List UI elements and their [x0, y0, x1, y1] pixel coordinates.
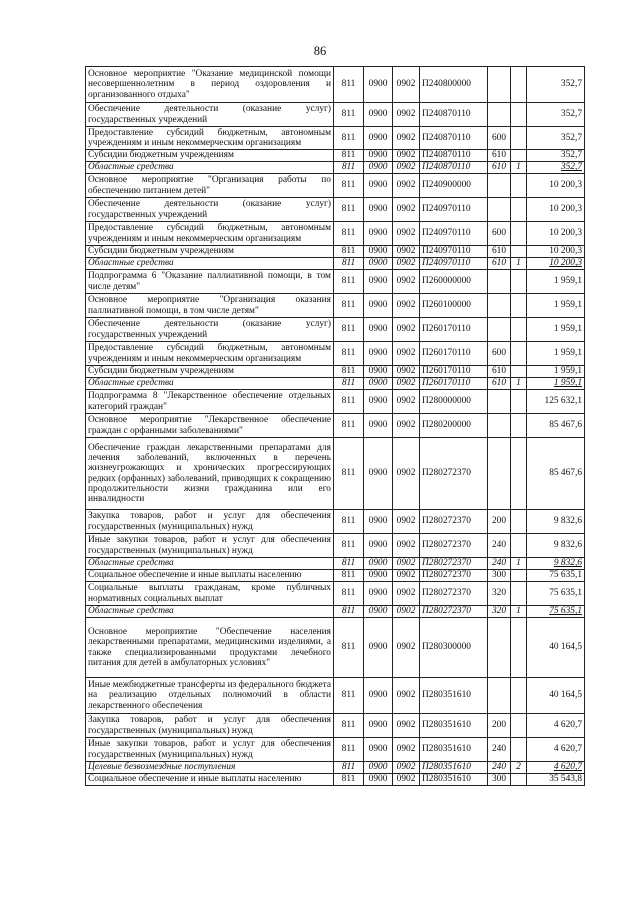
row-funding-source — [511, 678, 527, 714]
row-expense-type: 240 — [488, 738, 511, 762]
row-amount: 352,7 — [527, 162, 585, 174]
row-section-code: 0900 — [364, 738, 393, 762]
row-grbs-code: 811 — [334, 414, 364, 438]
row-funding-source — [511, 390, 527, 414]
row-expense-type: 610 — [488, 150, 511, 162]
row-target-article: П280351610 — [420, 738, 488, 762]
row-grbs-code: 811 — [334, 270, 364, 294]
row-section-code: 0900 — [364, 390, 393, 414]
row-subsection-code: 0902 — [393, 378, 420, 390]
row-grbs-code: 811 — [334, 174, 364, 198]
row-grbs-code: 811 — [334, 510, 364, 534]
row-funding-source — [511, 438, 527, 510]
row-name: Обеспечение деятельности (оказание услуг) государственных учреждений — [86, 198, 334, 222]
row-name: Обеспечение деятельности (оказание услуг) государственных учреждений — [86, 318, 334, 342]
row-funding-source: 1 — [511, 162, 527, 174]
row-subsection-code: 0902 — [393, 198, 420, 222]
row-section-code: 0900 — [364, 67, 393, 103]
table-row — [86, 678, 585, 714]
budget-table — [85, 66, 585, 786]
row-amount: 35 543,8 — [527, 774, 585, 786]
row-amount: 1 959,1 — [527, 366, 585, 378]
row-target-article: П240970110 — [420, 246, 488, 258]
table-row — [86, 366, 585, 378]
row-subsection-code: 0902 — [393, 174, 420, 198]
row-amount: 10 200,3 — [527, 198, 585, 222]
table-row — [86, 198, 585, 222]
row-funding-source — [511, 270, 527, 294]
row-subsection-code: 0902 — [393, 127, 420, 150]
row-subsection-code: 0902 — [393, 414, 420, 438]
row-expense-type: 600 — [488, 222, 511, 246]
row-section-code: 0900 — [364, 582, 393, 606]
row-section-code: 0900 — [364, 606, 393, 618]
row-grbs-code: 811 — [334, 534, 364, 558]
row-section-code: 0900 — [364, 762, 393, 774]
row-subsection-code: 0902 — [393, 366, 420, 378]
row-expense-type: 200 — [488, 714, 511, 738]
row-funding-source — [511, 246, 527, 258]
row-funding-source — [511, 103, 527, 127]
row-amount: 9 832,6 — [527, 510, 585, 534]
row-subsection-code: 0902 — [393, 318, 420, 342]
row-target-article: П280272370 — [420, 582, 488, 606]
row-funding-source — [511, 222, 527, 246]
row-section-code: 0900 — [364, 258, 393, 270]
table-row — [86, 570, 585, 582]
row-subsection-code: 0902 — [393, 103, 420, 127]
row-name: Субсидии бюджетным учреждениям — [86, 150, 334, 162]
row-target-article: П240970110 — [420, 198, 488, 222]
row-name: Основное мероприятие "Организация оказания паллиативной помощи, в том числе детям" — [86, 294, 334, 318]
row-subsection-code: 0902 — [393, 558, 420, 570]
row-target-article: П280000000 — [420, 390, 488, 414]
row-funding-source — [511, 618, 527, 678]
row-name: Предоставление субсидий бюджетным, автономным учреждениям и иным некоммерческим организациям — [86, 127, 334, 150]
row-subsection-code: 0902 — [393, 150, 420, 162]
row-funding-source: 1 — [511, 258, 527, 270]
row-subsection-code: 0902 — [393, 438, 420, 510]
row-grbs-code: 811 — [334, 606, 364, 618]
row-target-article: П260170110 — [420, 366, 488, 378]
row-name: Социальные выплаты гражданам, кроме публичных нормативных социальных выплат — [86, 582, 334, 606]
row-amount: 10 200,3 — [527, 258, 585, 270]
row-amount: 1 959,1 — [527, 318, 585, 342]
row-amount: 4 620,7 — [527, 714, 585, 738]
row-target-article: П280272370 — [420, 558, 488, 570]
row-grbs-code: 811 — [334, 558, 364, 570]
row-subsection-code: 0902 — [393, 738, 420, 762]
table-row — [86, 762, 585, 774]
row-target-article: П260170110 — [420, 378, 488, 390]
table-row — [86, 67, 585, 103]
row-expense-type — [488, 67, 511, 103]
row-grbs-code: 811 — [334, 318, 364, 342]
row-target-article: П240870110 — [420, 162, 488, 174]
row-amount: 75 635,1 — [527, 570, 585, 582]
table-row — [86, 738, 585, 762]
table-row — [86, 318, 585, 342]
row-grbs-code: 811 — [334, 582, 364, 606]
row-grbs-code: 811 — [334, 714, 364, 738]
row-amount: 352,7 — [527, 103, 585, 127]
page-number: 86 — [313, 44, 327, 58]
row-section-code: 0900 — [364, 222, 393, 246]
row-grbs-code: 811 — [334, 258, 364, 270]
row-funding-source — [511, 414, 527, 438]
table-row — [86, 294, 585, 318]
row-target-article: П280300000 — [420, 618, 488, 678]
row-target-article: П240870110 — [420, 127, 488, 150]
row-subsection-code: 0902 — [393, 342, 420, 366]
row-subsection-code: 0902 — [393, 678, 420, 714]
row-amount: 85 467,6 — [527, 414, 585, 438]
row-grbs-code: 811 — [334, 762, 364, 774]
row-name: Областные средства — [86, 558, 334, 570]
row-target-article: П280272370 — [420, 438, 488, 510]
row-target-article: П280351610 — [420, 678, 488, 714]
row-grbs-code: 811 — [334, 198, 364, 222]
row-funding-source: 1 — [511, 378, 527, 390]
row-name: Предоставление субсидий бюджетным, автономным учреждениям и иным некоммерческим организациям — [86, 342, 334, 366]
table-row — [86, 714, 585, 738]
row-amount: 10 200,3 — [527, 174, 585, 198]
row-name: Закупка товаров, работ и услуг для обеспечения государственных (муниципальных) нужд — [86, 510, 334, 534]
row-amount: 4 620,7 — [527, 738, 585, 762]
row-funding-source: 1 — [511, 558, 527, 570]
row-expense-type — [488, 678, 511, 714]
table-row — [86, 342, 585, 366]
row-funding-source — [511, 570, 527, 582]
row-section-code: 0900 — [364, 270, 393, 294]
table-row — [86, 258, 585, 270]
row-subsection-code: 0902 — [393, 618, 420, 678]
table-row — [86, 510, 585, 534]
row-expense-type — [488, 270, 511, 294]
row-name: Подпрограмма 8 "Лекарственное обеспечение отдельных категорий граждан" — [86, 390, 334, 414]
row-expense-type — [488, 390, 511, 414]
row-amount: 40 164,5 — [527, 678, 585, 714]
table-row — [86, 103, 585, 127]
row-name: Подпрограмма 6 "Оказание паллиативной помощи, в том числе детям" — [86, 270, 334, 294]
row-target-article: П280351610 — [420, 774, 488, 786]
row-amount: 352,7 — [527, 127, 585, 150]
row-grbs-code: 811 — [334, 390, 364, 414]
row-subsection-code: 0902 — [393, 714, 420, 738]
row-expense-type: 610 — [488, 162, 511, 174]
row-grbs-code: 811 — [334, 246, 364, 258]
row-funding-source — [511, 294, 527, 318]
row-target-article: П240900000 — [420, 174, 488, 198]
row-amount: 352,7 — [527, 67, 585, 103]
row-section-code: 0900 — [364, 618, 393, 678]
row-subsection-code: 0902 — [393, 774, 420, 786]
row-amount: 85 467,6 — [527, 438, 585, 510]
row-expense-type: 200 — [488, 510, 511, 534]
table-row — [86, 558, 585, 570]
row-subsection-code: 0902 — [393, 534, 420, 558]
row-funding-source — [511, 534, 527, 558]
table-row — [86, 582, 585, 606]
row-funding-source — [511, 714, 527, 738]
row-grbs-code: 811 — [334, 342, 364, 366]
row-target-article: П280200000 — [420, 414, 488, 438]
table-row — [86, 246, 585, 258]
row-funding-source — [511, 150, 527, 162]
row-subsection-code: 0902 — [393, 510, 420, 534]
row-expense-type: 240 — [488, 558, 511, 570]
row-section-code: 0900 — [364, 174, 393, 198]
table-row — [86, 174, 585, 198]
row-amount: 1 959,1 — [527, 378, 585, 390]
row-subsection-code: 0902 — [393, 258, 420, 270]
row-section-code: 0900 — [364, 570, 393, 582]
row-amount: 125 632,1 — [527, 390, 585, 414]
row-funding-source — [511, 738, 527, 762]
row-funding-source: 1 — [511, 606, 527, 618]
row-amount: 9 832,6 — [527, 558, 585, 570]
row-grbs-code: 811 — [334, 378, 364, 390]
row-grbs-code: 811 — [334, 127, 364, 150]
table-row — [86, 150, 585, 162]
row-section-code: 0900 — [364, 150, 393, 162]
row-amount: 75 635,1 — [527, 606, 585, 618]
row-grbs-code: 811 — [334, 774, 364, 786]
row-expense-type: 610 — [488, 246, 511, 258]
row-grbs-code: 811 — [334, 570, 364, 582]
row-name: Основное мероприятие "Оказание медицинской помощи несовершеннолетним в период оздоровления и организованного отдыха" — [86, 67, 334, 103]
row-subsection-code: 0902 — [393, 390, 420, 414]
row-amount: 40 164,5 — [527, 618, 585, 678]
row-subsection-code: 0902 — [393, 246, 420, 258]
row-funding-source — [511, 127, 527, 150]
row-target-article: П280272370 — [420, 510, 488, 534]
row-subsection-code: 0902 — [393, 570, 420, 582]
row-section-code: 0900 — [364, 714, 393, 738]
row-funding-source — [511, 342, 527, 366]
row-funding-source — [511, 366, 527, 378]
row-grbs-code: 811 — [334, 438, 364, 510]
row-section-code: 0900 — [364, 162, 393, 174]
row-funding-source — [511, 582, 527, 606]
row-name: Закупка товаров, работ и услуг для обеспечения государственных (муниципальных) нужд — [86, 714, 334, 738]
table-row — [86, 270, 585, 294]
row-section-code: 0900 — [364, 558, 393, 570]
row-grbs-code: 811 — [334, 678, 364, 714]
row-grbs-code: 811 — [334, 150, 364, 162]
row-section-code: 0900 — [364, 198, 393, 222]
row-grbs-code: 811 — [334, 222, 364, 246]
row-amount: 10 200,3 — [527, 246, 585, 258]
row-amount: 1 959,1 — [527, 294, 585, 318]
row-section-code: 0900 — [364, 366, 393, 378]
row-name: Областные средства — [86, 162, 334, 174]
row-expense-type — [488, 198, 511, 222]
row-amount: 1 959,1 — [527, 342, 585, 366]
row-target-article: П240870110 — [420, 150, 488, 162]
table-row — [86, 606, 585, 618]
table-row — [86, 774, 585, 786]
row-section-code: 0900 — [364, 438, 393, 510]
row-expense-type — [488, 294, 511, 318]
table-row — [86, 618, 585, 678]
row-grbs-code: 811 — [334, 366, 364, 378]
row-name: Основное мероприятие "Лекарственное обеспечение граждан с орфанными заболеваниями" — [86, 414, 334, 438]
row-section-code: 0900 — [364, 246, 393, 258]
row-section-code: 0900 — [364, 378, 393, 390]
row-section-code: 0900 — [364, 774, 393, 786]
table-row — [86, 534, 585, 558]
row-expense-type — [488, 103, 511, 127]
row-section-code: 0900 — [364, 342, 393, 366]
row-name: Субсидии бюджетным учреждениям — [86, 246, 334, 258]
row-amount: 9 832,6 — [527, 534, 585, 558]
row-expense-type: 600 — [488, 342, 511, 366]
row-expense-type: 300 — [488, 774, 511, 786]
table-row — [86, 127, 585, 150]
row-section-code: 0900 — [364, 678, 393, 714]
row-target-article: П280351610 — [420, 762, 488, 774]
table-row — [86, 390, 585, 414]
row-grbs-code: 811 — [334, 618, 364, 678]
row-target-article: П240870110 — [420, 103, 488, 127]
row-name: Субсидии бюджетным учреждениям — [86, 366, 334, 378]
row-name: Обеспечение деятельности (оказание услуг) государственных учреждений — [86, 103, 334, 127]
row-section-code: 0900 — [364, 103, 393, 127]
row-expense-type: 610 — [488, 378, 511, 390]
row-expense-type: 240 — [488, 762, 511, 774]
row-amount: 75 635,1 — [527, 582, 585, 606]
row-funding-source — [511, 774, 527, 786]
row-target-article: П260170110 — [420, 342, 488, 366]
table-row — [86, 378, 585, 390]
row-grbs-code: 811 — [334, 294, 364, 318]
row-name: Целевые безвозмездные поступления — [86, 762, 334, 774]
row-name: Основное мероприятие "Обеспечение населения лекарственными препаратами, медицинскими изделиями, а также специализированными продуктами лечебного питания для детей в амбулаторных условиях" — [86, 618, 334, 678]
row-funding-source — [511, 67, 527, 103]
row-expense-type — [488, 438, 511, 510]
row-target-article: П260000000 — [420, 270, 488, 294]
row-expense-type: 320 — [488, 606, 511, 618]
row-section-code: 0900 — [364, 414, 393, 438]
row-amount: 10 200,3 — [527, 222, 585, 246]
row-subsection-code: 0902 — [393, 222, 420, 246]
row-section-code: 0900 — [364, 510, 393, 534]
row-section-code: 0900 — [364, 294, 393, 318]
row-expense-type: 610 — [488, 366, 511, 378]
row-funding-source — [511, 318, 527, 342]
row-target-article: П280272370 — [420, 570, 488, 582]
row-amount: 1 959,1 — [527, 270, 585, 294]
row-name: Иные межбюджетные трансферты из федерального бюджета на реализацию отдельных полномочий в области лекарственного обеспечения — [86, 678, 334, 714]
row-subsection-code: 0902 — [393, 67, 420, 103]
row-expense-type: 300 — [488, 570, 511, 582]
row-amount: 4 620,7 — [527, 762, 585, 774]
row-grbs-code: 811 — [334, 67, 364, 103]
row-expense-type: 600 — [488, 127, 511, 150]
row-target-article: П260170110 — [420, 318, 488, 342]
table-row — [86, 162, 585, 174]
row-target-article: П280272370 — [420, 606, 488, 618]
row-funding-source: 2 — [511, 762, 527, 774]
row-name: Областные средства — [86, 258, 334, 270]
row-expense-type — [488, 318, 511, 342]
row-subsection-code: 0902 — [393, 606, 420, 618]
row-target-article: П240970110 — [420, 258, 488, 270]
row-name: Обеспечение граждан лекарственными препаратами для лечения заболеваний, включенных в перечень жизнеугрожающих и хронических прогрессирующих редких (орфанных) заболеваний, приводящих к сокращению продолжительности жизни гражданина или его инвалидности — [86, 438, 334, 510]
row-target-article: П280351610 — [420, 714, 488, 738]
row-grbs-code: 811 — [334, 103, 364, 127]
row-subsection-code: 0902 — [393, 294, 420, 318]
budget-table-body — [86, 67, 585, 786]
row-grbs-code: 811 — [334, 162, 364, 174]
row-name: Социальное обеспечение и иные выплаты населению — [86, 774, 334, 786]
row-target-article: П240970110 — [420, 222, 488, 246]
row-funding-source — [511, 510, 527, 534]
row-subsection-code: 0902 — [393, 762, 420, 774]
row-name: Иные закупки товаров, работ и услуг для обеспечения государственных (муниципальных) нужд — [86, 534, 334, 558]
row-expense-type: 320 — [488, 582, 511, 606]
row-expense-type: 610 — [488, 258, 511, 270]
table-row — [86, 414, 585, 438]
table-row — [86, 222, 585, 246]
row-name: Областные средства — [86, 378, 334, 390]
row-subsection-code: 0902 — [393, 270, 420, 294]
row-expense-type: 240 — [488, 534, 511, 558]
row-name: Основное мероприятие "Организация работы по обеспечению питанием детей" — [86, 174, 334, 198]
row-expense-type — [488, 174, 511, 198]
table-row — [86, 438, 585, 510]
row-subsection-code: 0902 — [393, 162, 420, 174]
row-section-code: 0900 — [364, 534, 393, 558]
row-target-article: П280272370 — [420, 534, 488, 558]
row-expense-type — [488, 618, 511, 678]
row-section-code: 0900 — [364, 318, 393, 342]
row-target-article: П260100000 — [420, 294, 488, 318]
row-name: Предоставление субсидий бюджетным, автономным учреждениям и иным некоммерческим организациям — [86, 222, 334, 246]
row-grbs-code: 811 — [334, 738, 364, 762]
row-amount: 352,7 — [527, 150, 585, 162]
row-funding-source — [511, 198, 527, 222]
row-name: Областные средства — [86, 606, 334, 618]
row-name: Иные закупки товаров, работ и услуг для обеспечения государственных (муниципальных) нужд — [86, 738, 334, 762]
row-section-code: 0900 — [364, 127, 393, 150]
row-subsection-code: 0902 — [393, 582, 420, 606]
row-funding-source — [511, 174, 527, 198]
row-target-article: П240800000 — [420, 67, 488, 103]
row-expense-type — [488, 414, 511, 438]
row-name: Социальное обеспечение и иные выплаты населению — [86, 570, 334, 582]
